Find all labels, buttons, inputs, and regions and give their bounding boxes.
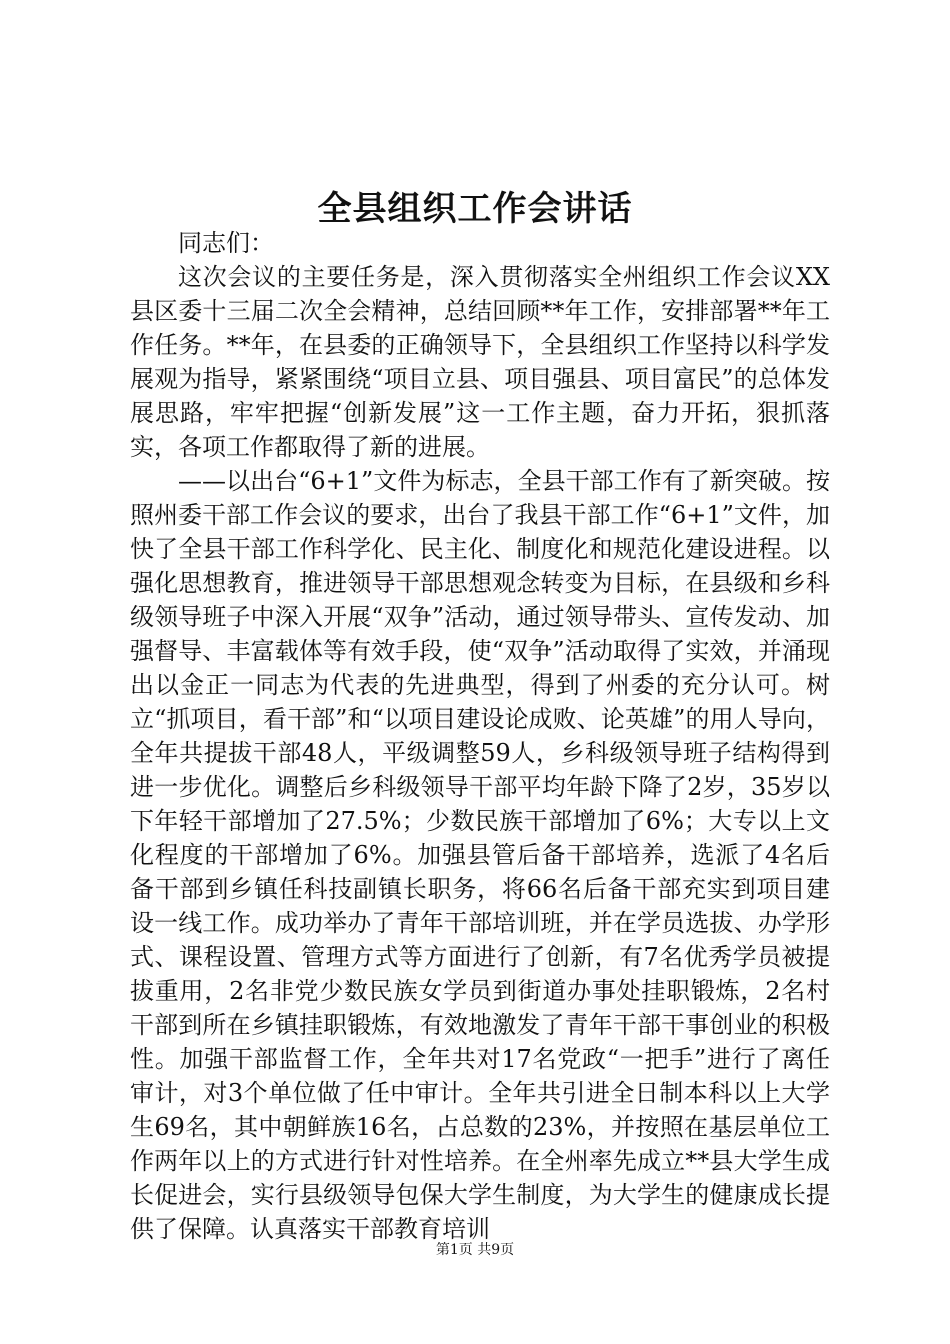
paragraph-2: ——以出台“6+1”文件为标志，全县干部工作有了新突破。按照州委干部工作会议的要求，出台了我县干部工作“6+1”文件，加快了全县干部工作科学化、民主化、制度化和规范化建设进程。以强化思想教育，推进领导干部思想观念转变为目标，在县级和乡科级领导班子中深入开展“双争”活动，通过领导带头、宣传发动、加强督导、丰富载体等有效手段，使“双争”活动取得了实效，并涌现出以金正一同志为代表的先进典型，得到了州委的充分认可。树立“抓项目，看干部”和“以项目建设论成败、论英雄”的用人导向，全年共提拔干部48人，平级调整59人，乡科级领导班子结构得到进一步优化。调整后乡科级领导干部平均年龄下降了2岁，35岁以下年轻干部增加了27.5%；少数民族干部增加了6%；大专以上文化程度的干部增加了6%。加强县管后备干部培养，选派了4名后备干部到乡镇任科技副镇长职务，将66名后备干部充实到项目建设一线工作。成功举办了青年干部培训班，并在学员选拔、办学形式、课程设置、管理方式等方面进行了创新，有7名优秀学员被提拔重用，2名非党少数民族女学员到街道办事处挂职锻炼，2名村干部到所在乡镇挂职锻炼，有效地激发了青年干部干事创业的积极性。加强干部监督工作，全年共对17名党政“一把手”进行了离任审计，对3个单位做了任中审计。全年共引进全日制本科以上大学生69名，其中朝鲜族16名，占总数的23%，并按照在基层单位工作两年以上的方式进行针对性培养。在全州率先成立**县大学生成长促进会，实行县级领导包保大学生制度，为大学生的健康成长提供了保障。认真落实干部教育培训 bbox=[130, 467, 830, 1243]
paragraph-1: 这次会议的主要任务是，深入贯彻落实全州组织工作会议XX县区委十三届二次全会精神，总结回顾**年工作，安排部署**年工作任务。**年，在县委的正确领导下，全县组织工作坚持以科学发展观为指导，紧紧围绕“项目立县、项目强县、项目富民”的总体发展思路，牢牢把握“创新发展”这一工作主题，奋力开拓，狠抓落实，各项工作都取得了新的进展。 bbox=[130, 263, 830, 461]
salutation: 同志们： bbox=[178, 229, 274, 257]
document-body bbox=[130, 226, 830, 1246]
document-title: 全县组织工作会讲话 bbox=[317, 189, 633, 229]
page-footer: 第1页 共9页 bbox=[435, 1242, 515, 1258]
